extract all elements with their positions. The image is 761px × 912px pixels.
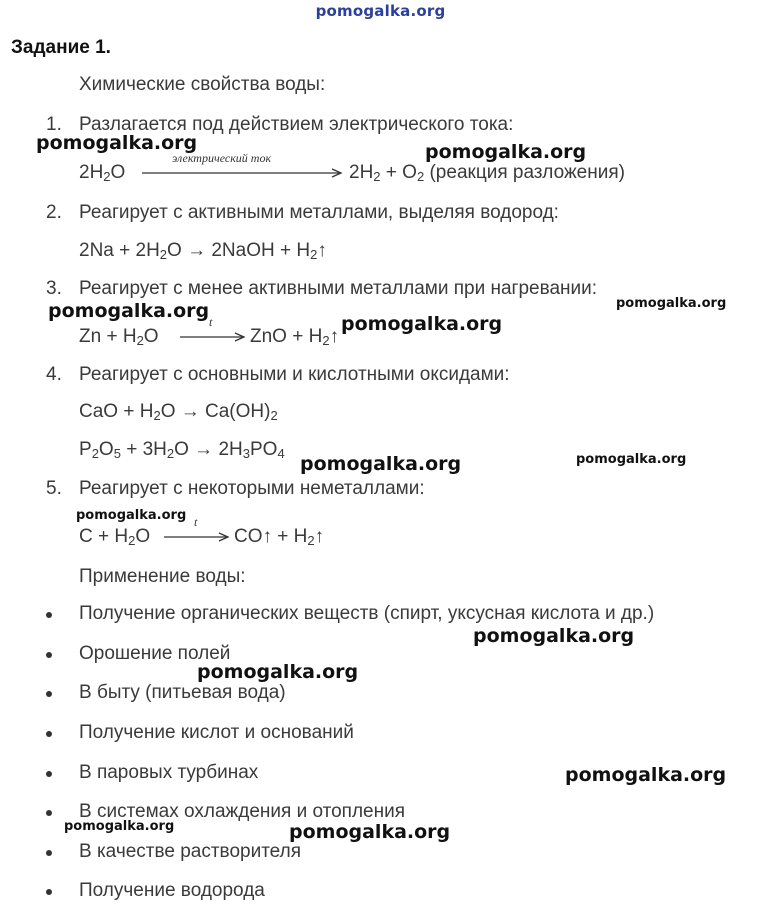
equation-5-right: CO↑ + $H_2↑$ xyxy=(234,526,325,548)
use-item: В системах охлаждения и отопления xyxy=(79,801,406,822)
item-number: 1. xyxy=(46,114,62,135)
reaction-arrow-icon xyxy=(180,331,248,343)
site-header-url[interactable]: pomogalka.org xyxy=(315,2,446,20)
arrow-label: t xyxy=(194,515,198,529)
watermark: pomogalka.org xyxy=(300,453,462,475)
watermark: pomogalka.org xyxy=(341,313,503,335)
bullet-icon xyxy=(46,652,52,658)
bullet-icon xyxy=(46,810,52,816)
properties-heading: Химические свойства воды: xyxy=(79,74,326,95)
item-number: 5. xyxy=(46,478,62,499)
arrow-label: электрический ток xyxy=(172,151,272,165)
equation-3-right: ZnO + $H_2↑$ xyxy=(250,326,340,348)
bullet-icon xyxy=(46,612,52,618)
equation-2: $2Na + 2H_2O$ → 2NaOH + $H_2↑$ xyxy=(79,240,327,262)
equation-4b: $P_2O_5 + 3H_2O \to 2H_3PO_4$ xyxy=(79,439,285,461)
equation-1-left: $2H_2O$ xyxy=(79,162,126,184)
equation-4a: CaO + $H_2O \to Ca(OH)_2$ xyxy=(79,401,278,423)
equation-1-right: $2H_2 + O_2$ (реакция разложения) xyxy=(349,162,625,184)
bullet-icon xyxy=(46,691,52,697)
property-item-text: Реагирует с основными и кислотными оксидами: xyxy=(79,364,510,385)
watermark: pomogalka.org xyxy=(48,300,210,322)
use-item: В качестве растворителя xyxy=(79,841,301,862)
use-item: Орошение полей xyxy=(79,643,231,664)
watermark: pomogalka.org xyxy=(576,452,687,467)
bullet-icon xyxy=(46,889,52,895)
watermark: pomogalka.org xyxy=(197,661,359,683)
equation-3-left: $Zn + H_2O$ xyxy=(79,326,159,348)
use-item: Получение органических веществ (спирт, уксусная кислота и др.) xyxy=(79,603,655,624)
bullet-icon xyxy=(46,771,52,777)
item-number: 2. xyxy=(46,202,62,223)
watermark: pomogalka.org xyxy=(616,296,727,311)
bullet-icon xyxy=(46,850,52,856)
watermark: pomogalka.org xyxy=(76,508,187,523)
reaction-arrow-icon xyxy=(164,531,232,543)
watermark: pomogalka.org xyxy=(425,141,587,163)
use-item: В паровых турбинах xyxy=(79,762,259,783)
task-title: Задание 1. xyxy=(11,37,111,58)
watermark: pomogalka.org xyxy=(473,625,635,647)
uses-heading: Применение воды: xyxy=(79,566,246,587)
item-number: 4. xyxy=(46,364,62,385)
use-item: Получение кислот и оснований xyxy=(79,722,354,743)
property-item-text: Реагирует с активными металлами, выделяя водород: xyxy=(79,202,559,223)
watermark: pomogalka.org xyxy=(64,819,175,834)
property-item-text: Разлагается под действием электрического тока: xyxy=(79,114,514,135)
equation-5-left: $C + H_2O$ xyxy=(79,526,151,548)
use-item: В быту (питьевая вода) xyxy=(79,682,286,703)
property-item-text: Реагирует с некоторыми неметаллами: xyxy=(79,478,425,499)
watermark: pomogalka.org xyxy=(565,764,727,786)
reaction-arrow-icon xyxy=(142,167,346,179)
watermark: pomogalka.org xyxy=(289,821,451,843)
arrow-label: t xyxy=(209,315,213,329)
item-number: 3. xyxy=(46,278,62,299)
bullet-icon xyxy=(46,731,52,737)
use-item: Получение водорода xyxy=(79,880,265,901)
property-item-text: Реагирует с менее активными металлами при нагревании: xyxy=(79,278,598,299)
watermark: pomogalka.org xyxy=(36,132,198,154)
